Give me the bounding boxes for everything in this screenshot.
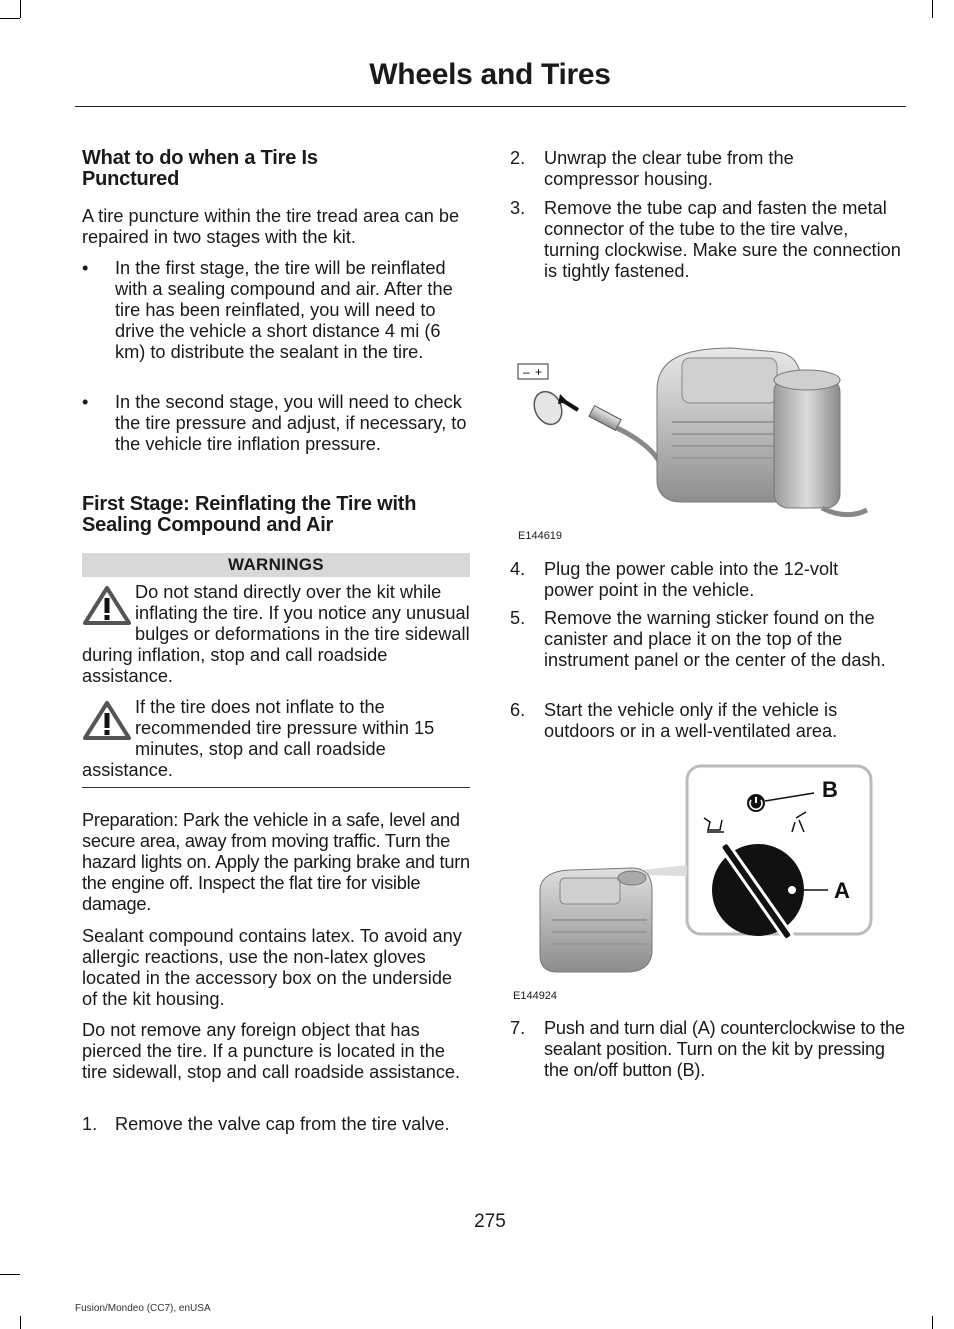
step-text: Plug the power cable into the 12-volt power point in the vehicle. — [544, 559, 839, 600]
step-text: Start the vehicle only if the vehicle is outdoors or in a well-ventilated area. — [544, 700, 838, 741]
compressor-tube-illustration — [512, 330, 892, 530]
intro-paragraph: A tire puncture within the tire tread area can be repaired in two stages with the kit. — [82, 206, 460, 247]
crop-mark — [0, 1274, 20, 1275]
section-heading-first-stage: First Stage: Reinflating the Tire with Sealing Compound and Air — [82, 493, 417, 536]
warning-text-2: If the tire does not inflate to the recommended tire pressure within 15 minutes, stop and call roadside assistance. — [82, 697, 435, 780]
step-number: 7. — [510, 1018, 526, 1038]
bullet-text: In the first stage, the tire will be reinflated with a sealing compound and air. After the tire has been reinflated, you will need to drive the vehicle a short distance 4 mi (6 km) to distribute the sealant in the tire. — [115, 258, 453, 362]
footer-doc-id: Fusion/Mondeo (CC7), enUSA — [75, 1303, 211, 1314]
bullet-mark: • — [82, 392, 89, 412]
icon-spacer — [82, 582, 135, 645]
step-number: 1. — [82, 1114, 98, 1134]
bullet-text: In the second stage, you will need to check the tire pressure and adjust, if necessary, to the vehicle tire inflation pressure. — [115, 392, 467, 454]
foreign-object-paragraph: Do not remove any foreign object that has pierced the tire. If a puncture is located in the tire sidewall, stop and call roadside assistance. — [82, 1020, 461, 1082]
warning-text — [82, 582, 470, 687]
preparation-paragraph: Preparation: Park the vehicle in a safe, level and secure area, away from moving traffic. Turn the hazard lights on. Apply the parking brake and turn the engine off. Inspect the flat tire for visible damage. — [82, 810, 470, 914]
crop-mark — [932, 1316, 933, 1329]
step-text: Remove the valve cap from the tire valve. — [115, 1114, 450, 1134]
page-title: Wheels and Tires — [369, 58, 611, 91]
step-text: Remove the tube cap and fasten the metal connector of the tube to the tire valve, turning clockwise. Make sure the connection is tightly fastened. — [544, 198, 901, 281]
step-text: Push and turn dial (A) counterclockwise to the sealant position. Turn on the kit by pressing the on/off button (B). — [544, 1018, 905, 1080]
figure-code: E144619 — [518, 530, 563, 542]
step-number: 3. — [510, 198, 526, 218]
step-text: Remove the warning sticker found on the canister and place it on the top of the instrument panel or the center of the dash. — [544, 608, 886, 670]
warnings-header: WARNINGS — [82, 553, 470, 577]
svg-text:–: – — [523, 365, 530, 379]
step-text: Unwrap the clear tube from the compressor housing. — [544, 148, 794, 189]
bullet-mark: • — [82, 258, 89, 278]
warning-text — [82, 697, 470, 781]
icon-spacer — [82, 697, 135, 760]
crop-mark — [20, 0, 21, 18]
page-number: 275 — [474, 1211, 506, 1232]
step-number: 5. — [510, 608, 526, 628]
crop-mark — [932, 0, 933, 18]
section-heading-punctured: What to do when a Tire Is Punctured — [82, 147, 318, 190]
title-divider — [75, 106, 906, 107]
warnings-divider — [82, 787, 470, 788]
label-a: A — [834, 878, 850, 903]
step-number: 6. — [510, 700, 526, 720]
crop-mark — [20, 1316, 21, 1329]
step-number: 4. — [510, 559, 526, 579]
step-number: 2. — [510, 148, 526, 168]
warning-text-1: Do not stand directly over the kit while inflating the tire. If you notice any unusual bulges or deformations in the tire sidewall during inflation, stop and call roadside assistance. — [82, 582, 470, 686]
crop-mark — [0, 18, 20, 19]
label-b: B — [822, 777, 838, 802]
figure-code: E144924 — [513, 990, 558, 1002]
svg-text:+: + — [535, 365, 543, 379]
latex-paragraph: Sealant compound contains latex. To avoid any allergic reactions, use the non-latex gloves located in the accessory box on the underside of the kit housing. — [82, 926, 462, 1009]
dial-illustration — [512, 760, 882, 985]
